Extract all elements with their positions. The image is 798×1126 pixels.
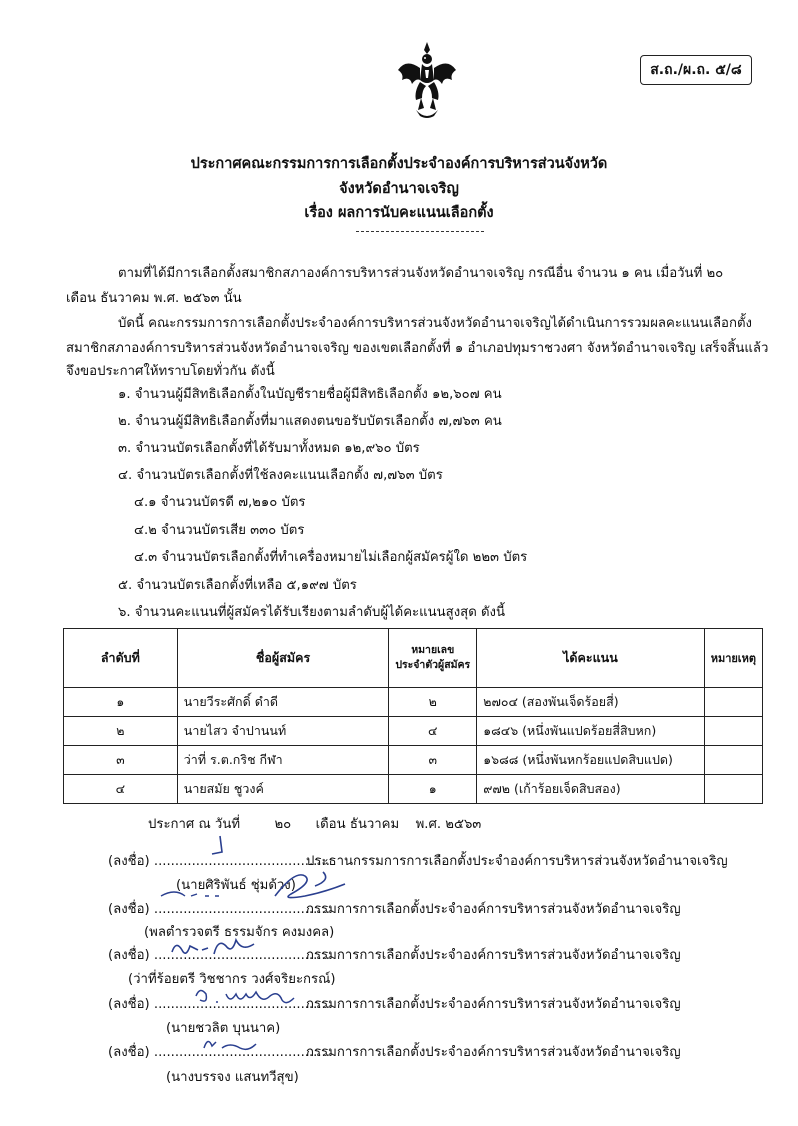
table-row	[64, 775, 763, 804]
signature-label: (ลงชื่อ) ..........................................	[108, 948, 330, 963]
signature-role: กรรมการการเลือกตั้งประจำองค์การบริหารส่วนจังหวัดอำนาจเจริญ	[306, 997, 681, 1012]
candidate-number-cell: ๔	[389, 717, 477, 746]
announcement-title: ประกาศคณะกรรมการการเลือกตั้งประจำองค์การบริหารส่วนจังหวัด	[190, 156, 608, 172]
handwritten-signature-icon	[168, 932, 258, 962]
rank-cell: ๑	[64, 688, 178, 717]
intro-paragraph-2-line-1: บัดนี้ คณะกรรมการการเลือกตั้งประจำองค์การบริหารส่วนจังหวัดอำนาจเจริญได้ดำเนินการรวมผลคะแนนเลือกตั้ง	[118, 316, 752, 331]
candidate-number-cell: ๓	[389, 746, 477, 775]
announced-year: ๒๕๖๓	[445, 817, 482, 832]
handwritten-signature-icon	[200, 834, 240, 860]
signature-label: (ลงชื่อ) ..........................................	[108, 1045, 330, 1060]
list-item: ๕. จำนวนบัตรเลือกตั้งที่เหลือ ๕,๑๙๗ บัตร	[118, 578, 357, 593]
announced-prefix: ประกาศ ณ วันที่	[148, 817, 241, 832]
signatory-name: (นายศิริพันธ์ ชุ่มด้วง)	[176, 878, 296, 893]
signature-role: กรรมการการเลือกตั้งประจำองค์การบริหารส่วนจังหวัดอำนาจเจริญ	[306, 948, 681, 963]
announced-month: ธันวาคม	[349, 817, 400, 832]
signatory-name: (นางบรรจง แสนทวีสุข)	[166, 1070, 299, 1085]
rank-cell: ๔	[64, 775, 178, 804]
results-table	[63, 628, 763, 804]
list-item: ๔. จำนวนบัตรเลือกตั้งที่ใช้ลงคะแนนเลือกตั้ง ๗,๗๖๓ บัตร	[118, 468, 443, 483]
number-header-line-1: หมายเลข	[411, 644, 455, 656]
list-item: ๑. จำนวนผู้มีสิทธิเลือกตั้งในบัญชีรายชื่อผู้มีสิทธิเลือกตั้ง ๑๒,๖๐๗ คน	[118, 387, 502, 402]
handwritten-signature-icon	[190, 982, 300, 1010]
remark-cell	[704, 775, 762, 804]
list-item: ๔.๓ จำนวนบัตรเลือกตั้งที่ทำเครื่องหมายไม่เลือกผู้สมัครผู้ใด ๒๒๓ บัตร	[134, 550, 528, 565]
candidate-name-cell: นายวีระศักดิ์ ดำดี	[177, 688, 389, 717]
handwritten-signature-icon	[155, 866, 355, 912]
candidate-number-cell: ๒	[389, 688, 477, 717]
intro-paragraph-1-line-2: เดือน ธันวาคม พ.ศ. ๒๕๖๓ นั้น	[66, 291, 242, 306]
intro-paragraph-1-line-1: ตามที่ได้มีการเลือกตั้งสมาชิกสภาองค์การบริหารส่วนจังหวัดอำนาจเจริญ กรณีอื่น จำนวน ๑ คน เมื่อวันที่ ๒๐	[118, 266, 724, 281]
subject-title: เรื่อง ผลการนับคะแนนเลือกตั้ง	[304, 205, 494, 221]
signatory-name: (ว่าที่ร้อยตรี วิชชากร วงศ์จริยะกรณ์)	[128, 972, 336, 987]
remark-cell	[704, 688, 762, 717]
number-header-line-2: ประจำตัวผู้สมัคร	[395, 659, 471, 671]
title-divider	[356, 231, 484, 232]
signatory-name: (นายชวลิต บุนนาค)	[166, 1021, 281, 1036]
signature-role: กรรมการการเลือกตั้งประจำองค์การบริหารส่วนจังหวัดอำนาจเจริญ	[306, 1045, 681, 1060]
votes-header: ได้คะแนน	[477, 629, 704, 688]
table-row	[64, 717, 763, 746]
intro-paragraph-2-line-2: สมาชิกสภาองค์การบริหารส่วนจังหวัดอำนาจเจริญ ของเขตเลือกตั้งที่ ๑ อำเภอปทุมราชวงศา จังหวัดอำนาจเจริญ เสร็จสิ้นแล้ว	[66, 341, 769, 356]
list-item: ๔.๑ จำนวนบัตรดี ๗,๒๑๐ บัตร	[134, 495, 306, 510]
rank-cell: ๓	[64, 746, 178, 775]
province-title: จังหวัดอำนาจเจริญ	[339, 181, 459, 197]
list-item: ๒. จำนวนผู้มีสิทธิเลือกตั้งที่มาแสดงตนขอรับบัตรเลือกตั้ง ๗,๗๖๓ คน	[118, 414, 502, 429]
announced-month-label: เดือน	[315, 817, 346, 832]
signature-label: (ลงชื่อ) ..........................................	[108, 997, 330, 1012]
table-row	[64, 746, 763, 775]
list-item: ๖. จำนวนคะแนนที่ผู้สมัครได้รับเรียงตามลำดับผู้ได้คะแนนสูงสุด ดังนี้	[118, 605, 505, 620]
rank-cell: ๒	[64, 717, 178, 746]
candidate-number-cell: ๑	[389, 775, 477, 804]
table-row	[64, 688, 763, 717]
table-header-row	[64, 629, 763, 688]
signatory-name: (พลตำรวจตรี ธรรมจักร คงมงคล)	[144, 925, 335, 940]
signature-role: ประธานกรรมการการเลือกตั้งประจำองค์การบริหารส่วนจังหวัดอำนาจเจริญ	[306, 854, 728, 869]
votes-cell: ๒๗๐๔ (สองพันเจ็ดร้อยสี่)	[477, 688, 704, 717]
announcement-date	[148, 813, 481, 834]
list-item: ๔.๒ จำนวนบัตรเสีย ๓๓๐ บัตร	[134, 523, 305, 538]
form-code-box: ส.ถ./ผ.ถ. ๕/๘	[640, 55, 752, 85]
candidate-name-cell: ว่าที่ ร.ต.กริช กีฬา	[177, 746, 389, 775]
list-item: ๓. จำนวนบัตรเลือกตั้งที่ได้รับมาทั้งหมด ๑๒,๙๖๐ บัตร	[118, 441, 420, 456]
signature-label: (ลงชื่อ) ..........................................	[108, 902, 330, 917]
signature-label: (ลงชื่อ) ..........................................	[108, 854, 330, 869]
handwritten-signature-icon	[200, 1032, 260, 1054]
candidate-name-cell: นายสมัย ชูวงค์	[177, 775, 389, 804]
signature-role: กรรมการการเลือกตั้งประจำองค์การบริหารส่วนจังหวัดอำนาจเจริญ	[306, 902, 681, 917]
announced-day: ๒๐	[274, 817, 292, 832]
votes-cell: ๑๖๘๘ (หนึ่งพันหกร้อยแปดสิบแปด)	[477, 746, 704, 775]
remark-cell	[704, 717, 762, 746]
announced-year-label: พ.ศ.	[415, 817, 442, 832]
garuda-emblem-icon	[396, 40, 458, 122]
remark-header: หมายเหตุ	[704, 629, 762, 688]
intro-paragraph-2-line-3: จึงขอประกาศให้ทราบโดยทั่วกัน ดังนี้	[66, 364, 275, 379]
rank-header: ลำดับที่	[64, 629, 178, 688]
number-header	[389, 629, 477, 688]
candidate-name-cell: นายไสว จำปานนท์	[177, 717, 389, 746]
remark-cell	[704, 746, 762, 775]
votes-cell: ๙๗๒ (เก้าร้อยเจ็ดสิบสอง)	[477, 775, 704, 804]
name-header: ชื่อผู้สมัคร	[177, 629, 389, 688]
votes-cell: ๑๘๔๖ (หนึ่งพันแปดร้อยสี่สิบหก)	[477, 717, 704, 746]
